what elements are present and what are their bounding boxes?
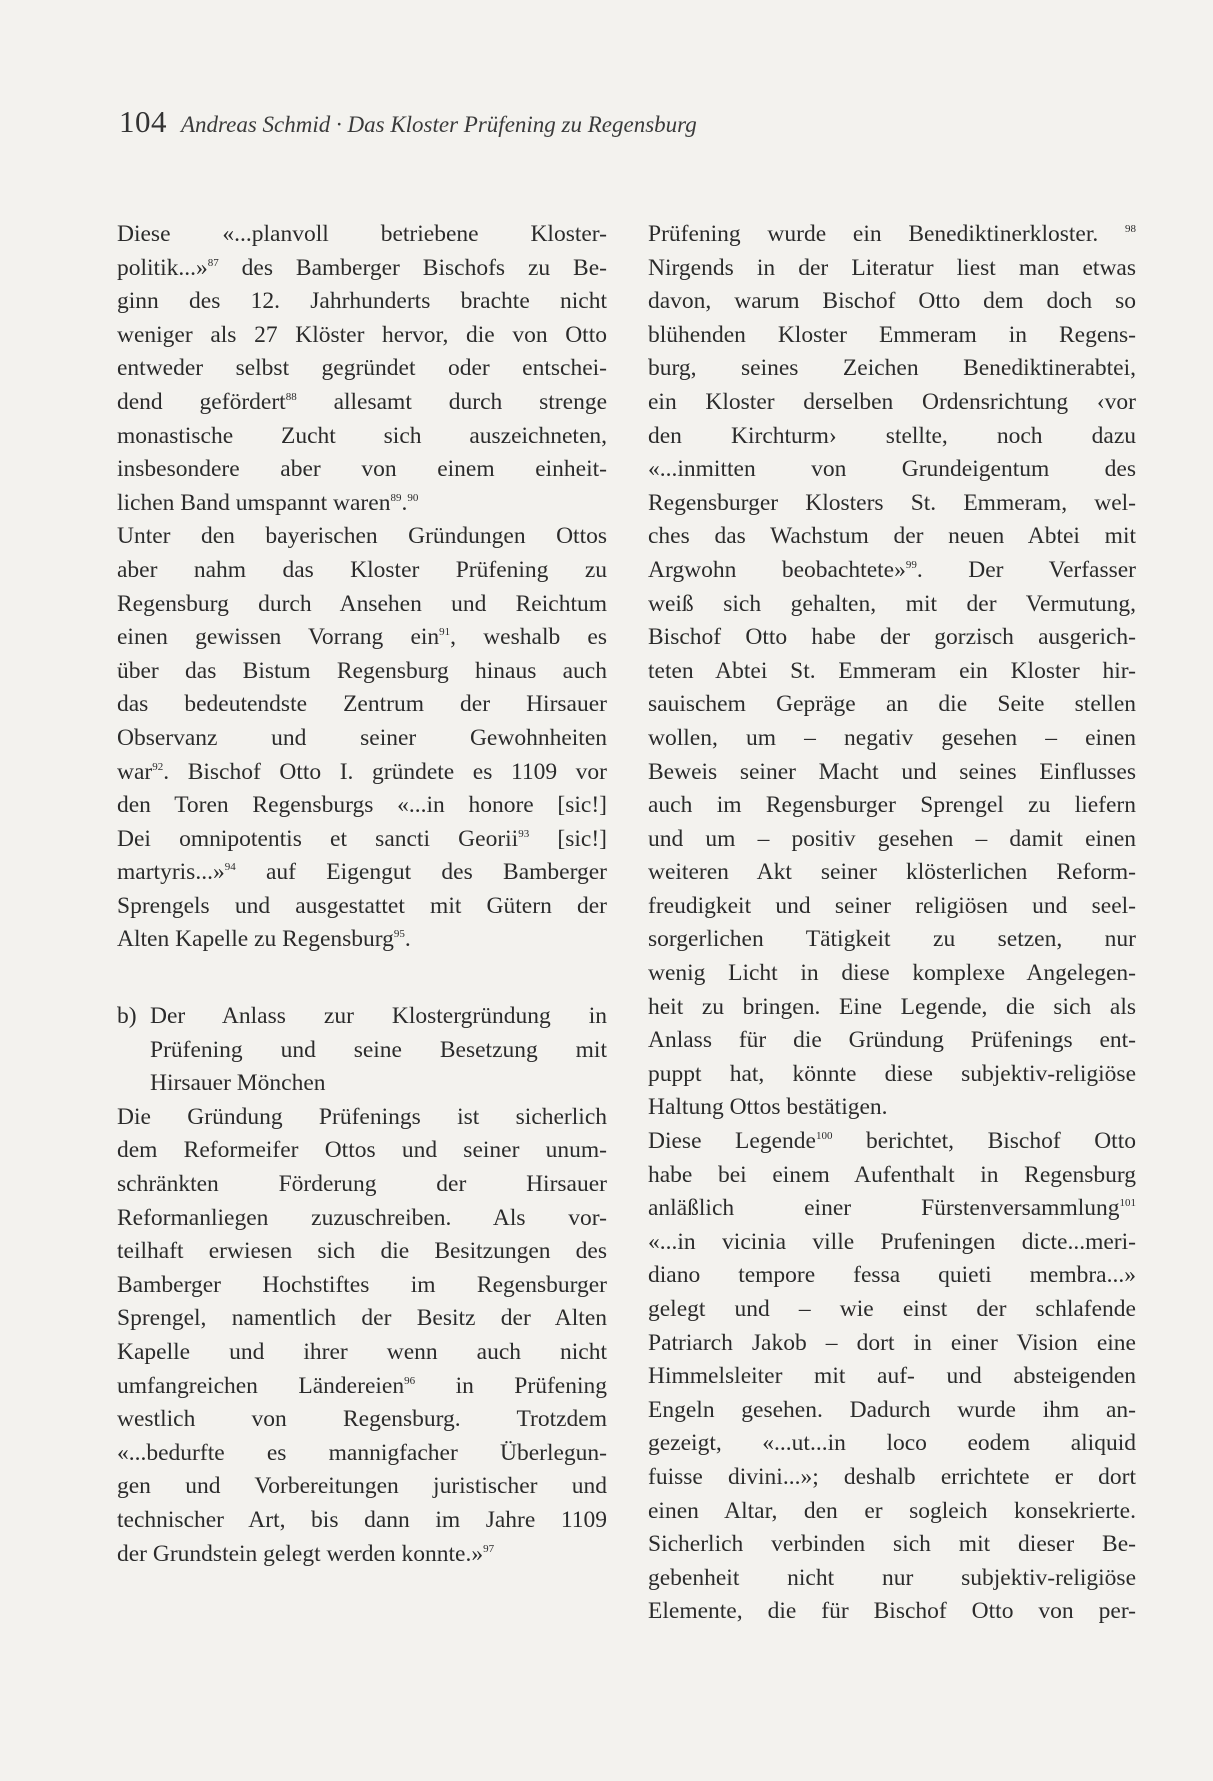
- text-line: [117, 1437, 607, 1471]
- text-line: [648, 1058, 1136, 1092]
- text-run: gen und Vorbereitungen juristischer und: [117, 1473, 607, 1500]
- text-line: [117, 1504, 607, 1538]
- footnote-ref: 87: [207, 256, 219, 269]
- text-line: [117, 1134, 607, 1168]
- text-run: dem Reformeifer Ottos und seiner unum-: [117, 1137, 607, 1164]
- text-run: monastische Zucht sich auszeichneten,: [117, 422, 607, 449]
- text-line: [648, 957, 1136, 991]
- text-run: . Bischof Otto I. gründete es 1109 vor: [163, 758, 607, 785]
- text-run: Bamberger Hochstiftes im Regensburger: [117, 1271, 607, 1298]
- section-heading-line: [117, 1000, 607, 1034]
- text-line: [648, 890, 1136, 924]
- text-line-content: [150, 1000, 607, 1034]
- text-line: [117, 1370, 607, 1404]
- text-run: Die Gründung Prüfenings ist sicherlich: [117, 1103, 607, 1130]
- text-line: [117, 1302, 607, 1336]
- text-run: Hirsauer Mönchen: [150, 1070, 326, 1097]
- text-run: und um – positiv gesehen – damit einen: [648, 825, 1136, 852]
- text-line: [648, 1495, 1136, 1529]
- text-line: [648, 1226, 1136, 1260]
- text-run: auf Eigengut des Bamberger: [235, 859, 607, 886]
- text-run: . Der Verfasser: [916, 556, 1136, 583]
- text-run: Dei omnipotentis et sancti Georii: [117, 825, 519, 852]
- text-line: [648, 1125, 1136, 1159]
- running-title: Andreas Schmid · Das Kloster Prüfening zu Regensburg: [181, 112, 697, 137]
- text-run: Diese Legende: [648, 1128, 816, 1155]
- text-run: martyris...»: [117, 859, 225, 886]
- text-line: [117, 319, 607, 353]
- text-line: [117, 487, 607, 521]
- text-line: [648, 1327, 1136, 1361]
- text-run: dend gefördert: [117, 388, 286, 415]
- text-run: auch im Regensburger Sprengel zu liefern: [648, 792, 1136, 819]
- text-line: [648, 386, 1136, 420]
- running-header: [119, 104, 697, 140]
- text-run: sorgerlichen Tätigkeit zu setzen, nur: [648, 926, 1136, 953]
- text-line: [117, 1403, 607, 1437]
- text-run: ches das Wachstum der neuen Abtei mit: [648, 523, 1136, 550]
- text-line: [117, 1538, 607, 1572]
- section-label: b): [117, 1003, 137, 1030]
- text-run: burg, seines Zeichen Benediktinerabtei,: [648, 355, 1136, 382]
- text-run: «...bedurfte es mannigfacher Überlegun-: [117, 1439, 607, 1466]
- text-run: «...in vicinia ville Prufeningen dicte...meri-: [648, 1228, 1136, 1255]
- text-line: [117, 386, 607, 420]
- text-run: Unter den bayerischen Gründungen Ottos: [117, 523, 607, 550]
- text-run: Diese «...planvoll betriebene Kloster-: [117, 221, 607, 247]
- text-run: Sprengels und ausgestattet mit Gütern der: [117, 892, 607, 919]
- text-line: [117, 520, 607, 554]
- footnote-ref: 92: [152, 760, 164, 773]
- text-line: [117, 1168, 607, 1202]
- text-line: [648, 453, 1136, 487]
- text-line: [648, 1192, 1136, 1226]
- footnote-ref: 101: [1119, 1197, 1136, 1210]
- text-line: [648, 856, 1136, 890]
- text-line: [117, 688, 607, 722]
- text-line: [648, 621, 1136, 655]
- text-line: [648, 319, 1136, 353]
- text-run: Argwohn beobachtete»: [648, 556, 906, 583]
- footnote-ref: 99: [905, 559, 917, 572]
- text-run: Kapelle und ihrer wenn auch nicht: [117, 1339, 607, 1365]
- text-run: anläßlich einer Fürstenversammlung: [648, 1195, 1120, 1222]
- text-run: «...inmitten von Grundeigentum des: [648, 456, 1136, 483]
- text-run: war: [117, 758, 153, 785]
- text-line: [117, 252, 607, 286]
- text-run: Elemente, die für Bischof Otto von per-: [648, 1598, 1136, 1625]
- text-run: lichen Band umspannt waren: [117, 489, 391, 516]
- text-run: insbesondere aber von einem einheit-: [117, 456, 607, 483]
- text-run: Sicherlich verbinden sich mit dieser Be-: [648, 1531, 1136, 1558]
- text-line: [648, 1427, 1136, 1461]
- text-run: Regensburg durch Ansehen und Reichtum: [117, 590, 607, 617]
- footnote-ref: 94: [224, 861, 236, 874]
- text-run: des Bamberger Bischofs zu Be-: [218, 254, 607, 281]
- text-run: in Prüfening: [415, 1372, 607, 1399]
- footnote-ref: 89: [390, 491, 402, 504]
- text-line: [117, 352, 607, 386]
- text-line: [648, 789, 1136, 823]
- text-line: [117, 890, 607, 924]
- text-line: [117, 588, 607, 622]
- text-line: [648, 1461, 1136, 1495]
- text-line: [648, 285, 1136, 319]
- text-line: [648, 588, 1136, 622]
- text-line: [648, 218, 1136, 252]
- text-run: entweder selbst gegründet oder entschei-: [117, 355, 607, 382]
- footnote-ref: 88: [285, 391, 297, 404]
- footnote-ref: 98: [1125, 223, 1136, 236]
- text-run: Bischof Otto habe der gorzisch ausgerich-: [648, 624, 1136, 651]
- text-run: berichtet, Bischof Otto: [832, 1128, 1136, 1155]
- text-run: Prüfening wurde ein Benediktinerkloster.: [648, 221, 1125, 247]
- text-line: [117, 1101, 607, 1135]
- text-line: [117, 453, 607, 487]
- text-run: sauischem Gepräge an die Seite stellen: [648, 691, 1136, 718]
- text-run: teilhaft erwiesen sich die Besitzungen des: [117, 1238, 607, 1265]
- text-line: [117, 621, 607, 655]
- left-text-column: [117, 218, 607, 1571]
- text-line: [117, 554, 607, 588]
- text-line: [648, 1159, 1136, 1193]
- text-line: [648, 1259, 1136, 1293]
- text-line: [117, 218, 607, 252]
- text-run: einen Altar, den er sogleich konsekrierte.: [648, 1497, 1136, 1524]
- text-line: [117, 1470, 607, 1504]
- text-run: Observanz und seiner Gewohnheiten: [117, 724, 607, 751]
- footnote-ref: 91: [439, 626, 451, 639]
- text-line: [648, 1024, 1136, 1058]
- text-run: Regensburger Klosters St. Emmeram, wel-: [648, 489, 1136, 516]
- text-run: den Kirchturm› stellte, noch dazu: [648, 422, 1136, 449]
- text-line: [117, 756, 607, 790]
- text-run: allesamt durch strenge: [296, 388, 607, 415]
- text-run: .: [401, 489, 408, 516]
- text-run: fuisse divini...»; deshalb errichtete er dort: [648, 1463, 1136, 1490]
- page-number: 104: [119, 104, 167, 139]
- text-run: ein Kloster derselben Ordensrichtung ‹vor: [648, 388, 1136, 415]
- text-run: Der Anlass zur Klostergründung in: [150, 1003, 607, 1030]
- text-line: [648, 1360, 1136, 1394]
- text-line: [648, 688, 1136, 722]
- text-run: Anlass für die Gründung Prüfenings ent-: [648, 1027, 1136, 1054]
- text-line: [117, 789, 607, 823]
- text-run: ginn des 12. Jahrhunderts brachte nicht: [117, 288, 607, 315]
- text-line: [117, 722, 607, 756]
- text-run: diano tempore fessa quieti membra...»: [648, 1262, 1136, 1289]
- text-run: Engeln gesehen. Dadurch wurde ihm an-: [648, 1396, 1136, 1423]
- text-run: Beweis seiner Macht und seines Einflusses: [648, 758, 1136, 785]
- text-line: [117, 655, 607, 689]
- text-line: [648, 352, 1136, 386]
- text-run: heit zu bringen. Eine Legende, die sich als: [648, 993, 1136, 1020]
- text-run: wollen, um – negativ gesehen – einen: [648, 724, 1136, 751]
- text-line: [648, 923, 1136, 957]
- text-line: [117, 1202, 607, 1236]
- text-line: [648, 655, 1136, 689]
- text-run: gezeigt, «...ut...in loco eodem aliquid: [648, 1430, 1136, 1457]
- text-run: Patriarch Jakob – dort in einer Vision eine: [648, 1329, 1136, 1356]
- text-line: [117, 1336, 607, 1370]
- text-run: .: [404, 926, 411, 953]
- text-line: [648, 756, 1136, 790]
- text-run: davon, warum Bischof Otto dem doch so: [648, 288, 1136, 315]
- text-run: freudigkeit und seiner religiösen und seel-: [648, 892, 1136, 919]
- text-run: Haltung Ottos bestätigen.: [648, 1094, 888, 1121]
- right-text-column: [648, 218, 1136, 1629]
- text-line: [648, 420, 1136, 454]
- text-run: politik...»: [117, 254, 208, 281]
- text-line: [117, 923, 607, 957]
- text-run: puppt hat, könnte diese subjektiv-religiöse: [648, 1060, 1136, 1087]
- text-line: [648, 722, 1136, 756]
- text-run: wenig Licht in diese komplexe Angelegen-: [648, 960, 1136, 987]
- text-line: [648, 487, 1136, 521]
- text-line: [117, 1269, 607, 1303]
- text-run: westlich von Regensburg. Trotzdem: [117, 1406, 607, 1433]
- text-run: weiß sich gehalten, mit der Vermutung,: [648, 590, 1136, 617]
- footnote-ref: 90: [407, 491, 419, 504]
- text-run: technischer Art, bis dann im Jahre 1109: [117, 1506, 607, 1533]
- text-line: [117, 420, 607, 454]
- text-line: [648, 1394, 1136, 1428]
- text-run: Sprengel, namentlich der Besitz der Alten: [117, 1305, 607, 1332]
- text-run: das bedeutendste Zentrum der Hirsauer: [117, 691, 607, 718]
- text-run: einen gewissen Vorrang ein: [117, 624, 440, 651]
- text-run: Reformanliegen zuzuschreiben. Als vor-: [117, 1204, 607, 1231]
- text-line: [648, 1595, 1136, 1629]
- text-run: aber nahm das Kloster Prüfening zu: [117, 556, 607, 583]
- text-run: habe bei einem Aufenthalt in Regensburg: [648, 1161, 1136, 1188]
- text-line: [648, 991, 1136, 1025]
- text-run: der Grundstein gelegt werden konnte.»: [117, 1540, 484, 1567]
- text-run: blühenden Kloster Emmeram in Regens-: [648, 321, 1136, 348]
- text-line: [117, 1067, 607, 1101]
- text-run: gebenheit nicht nur subjektiv-religiöse: [648, 1564, 1136, 1591]
- text-line: [648, 1293, 1136, 1327]
- footnote-ref: 96: [404, 1374, 416, 1387]
- footnote-ref: 95: [393, 928, 405, 941]
- text-line: [648, 554, 1136, 588]
- text-run: weniger als 27 Klöster hervor, die von Otto: [117, 321, 607, 348]
- text-line: [648, 1528, 1136, 1562]
- footnote-ref: 100: [815, 1130, 833, 1143]
- text-run: , weshalb es: [450, 624, 607, 651]
- text-line: [117, 823, 607, 857]
- text-run: den Toren Regensburgs «...in honore [sic!]: [117, 792, 607, 819]
- text-run: umfangreichen Ländereien: [117, 1372, 405, 1399]
- text-line: [648, 252, 1136, 286]
- text-run: Nirgends in der Literatur liest man etwas: [648, 254, 1136, 281]
- text-run: Alten Kapelle zu Regensburg: [117, 926, 394, 953]
- text-run: über das Bistum Regensburg hinaus auch: [117, 657, 607, 684]
- text-run: schränkten Förderung der Hirsauer: [117, 1171, 607, 1198]
- text-run: [sic!]: [529, 825, 607, 852]
- text-run: Prüfening und seine Besetzung mit: [150, 1036, 607, 1063]
- section-gap: [117, 957, 607, 1000]
- text-run: gelegt und – wie einst der schlafende: [648, 1296, 1136, 1322]
- text-line: [117, 1034, 607, 1068]
- footnote-ref: 93: [518, 827, 530, 840]
- text-run: Himmelsleiter mit auf- und absteigenden: [648, 1363, 1136, 1390]
- text-run: teten Abtei St. Emmeram ein Kloster hir-: [648, 657, 1136, 684]
- text-line: [117, 856, 607, 890]
- text-line: [648, 1562, 1136, 1596]
- text-line: [117, 1235, 607, 1269]
- text-line: [648, 520, 1136, 554]
- text-line: [117, 285, 607, 319]
- text-line: [648, 1091, 1136, 1125]
- text-line: [648, 823, 1136, 857]
- footnote-ref: 97: [483, 1542, 495, 1555]
- text-run: weiteren Akt seiner klösterlichen Reform-: [648, 859, 1136, 886]
